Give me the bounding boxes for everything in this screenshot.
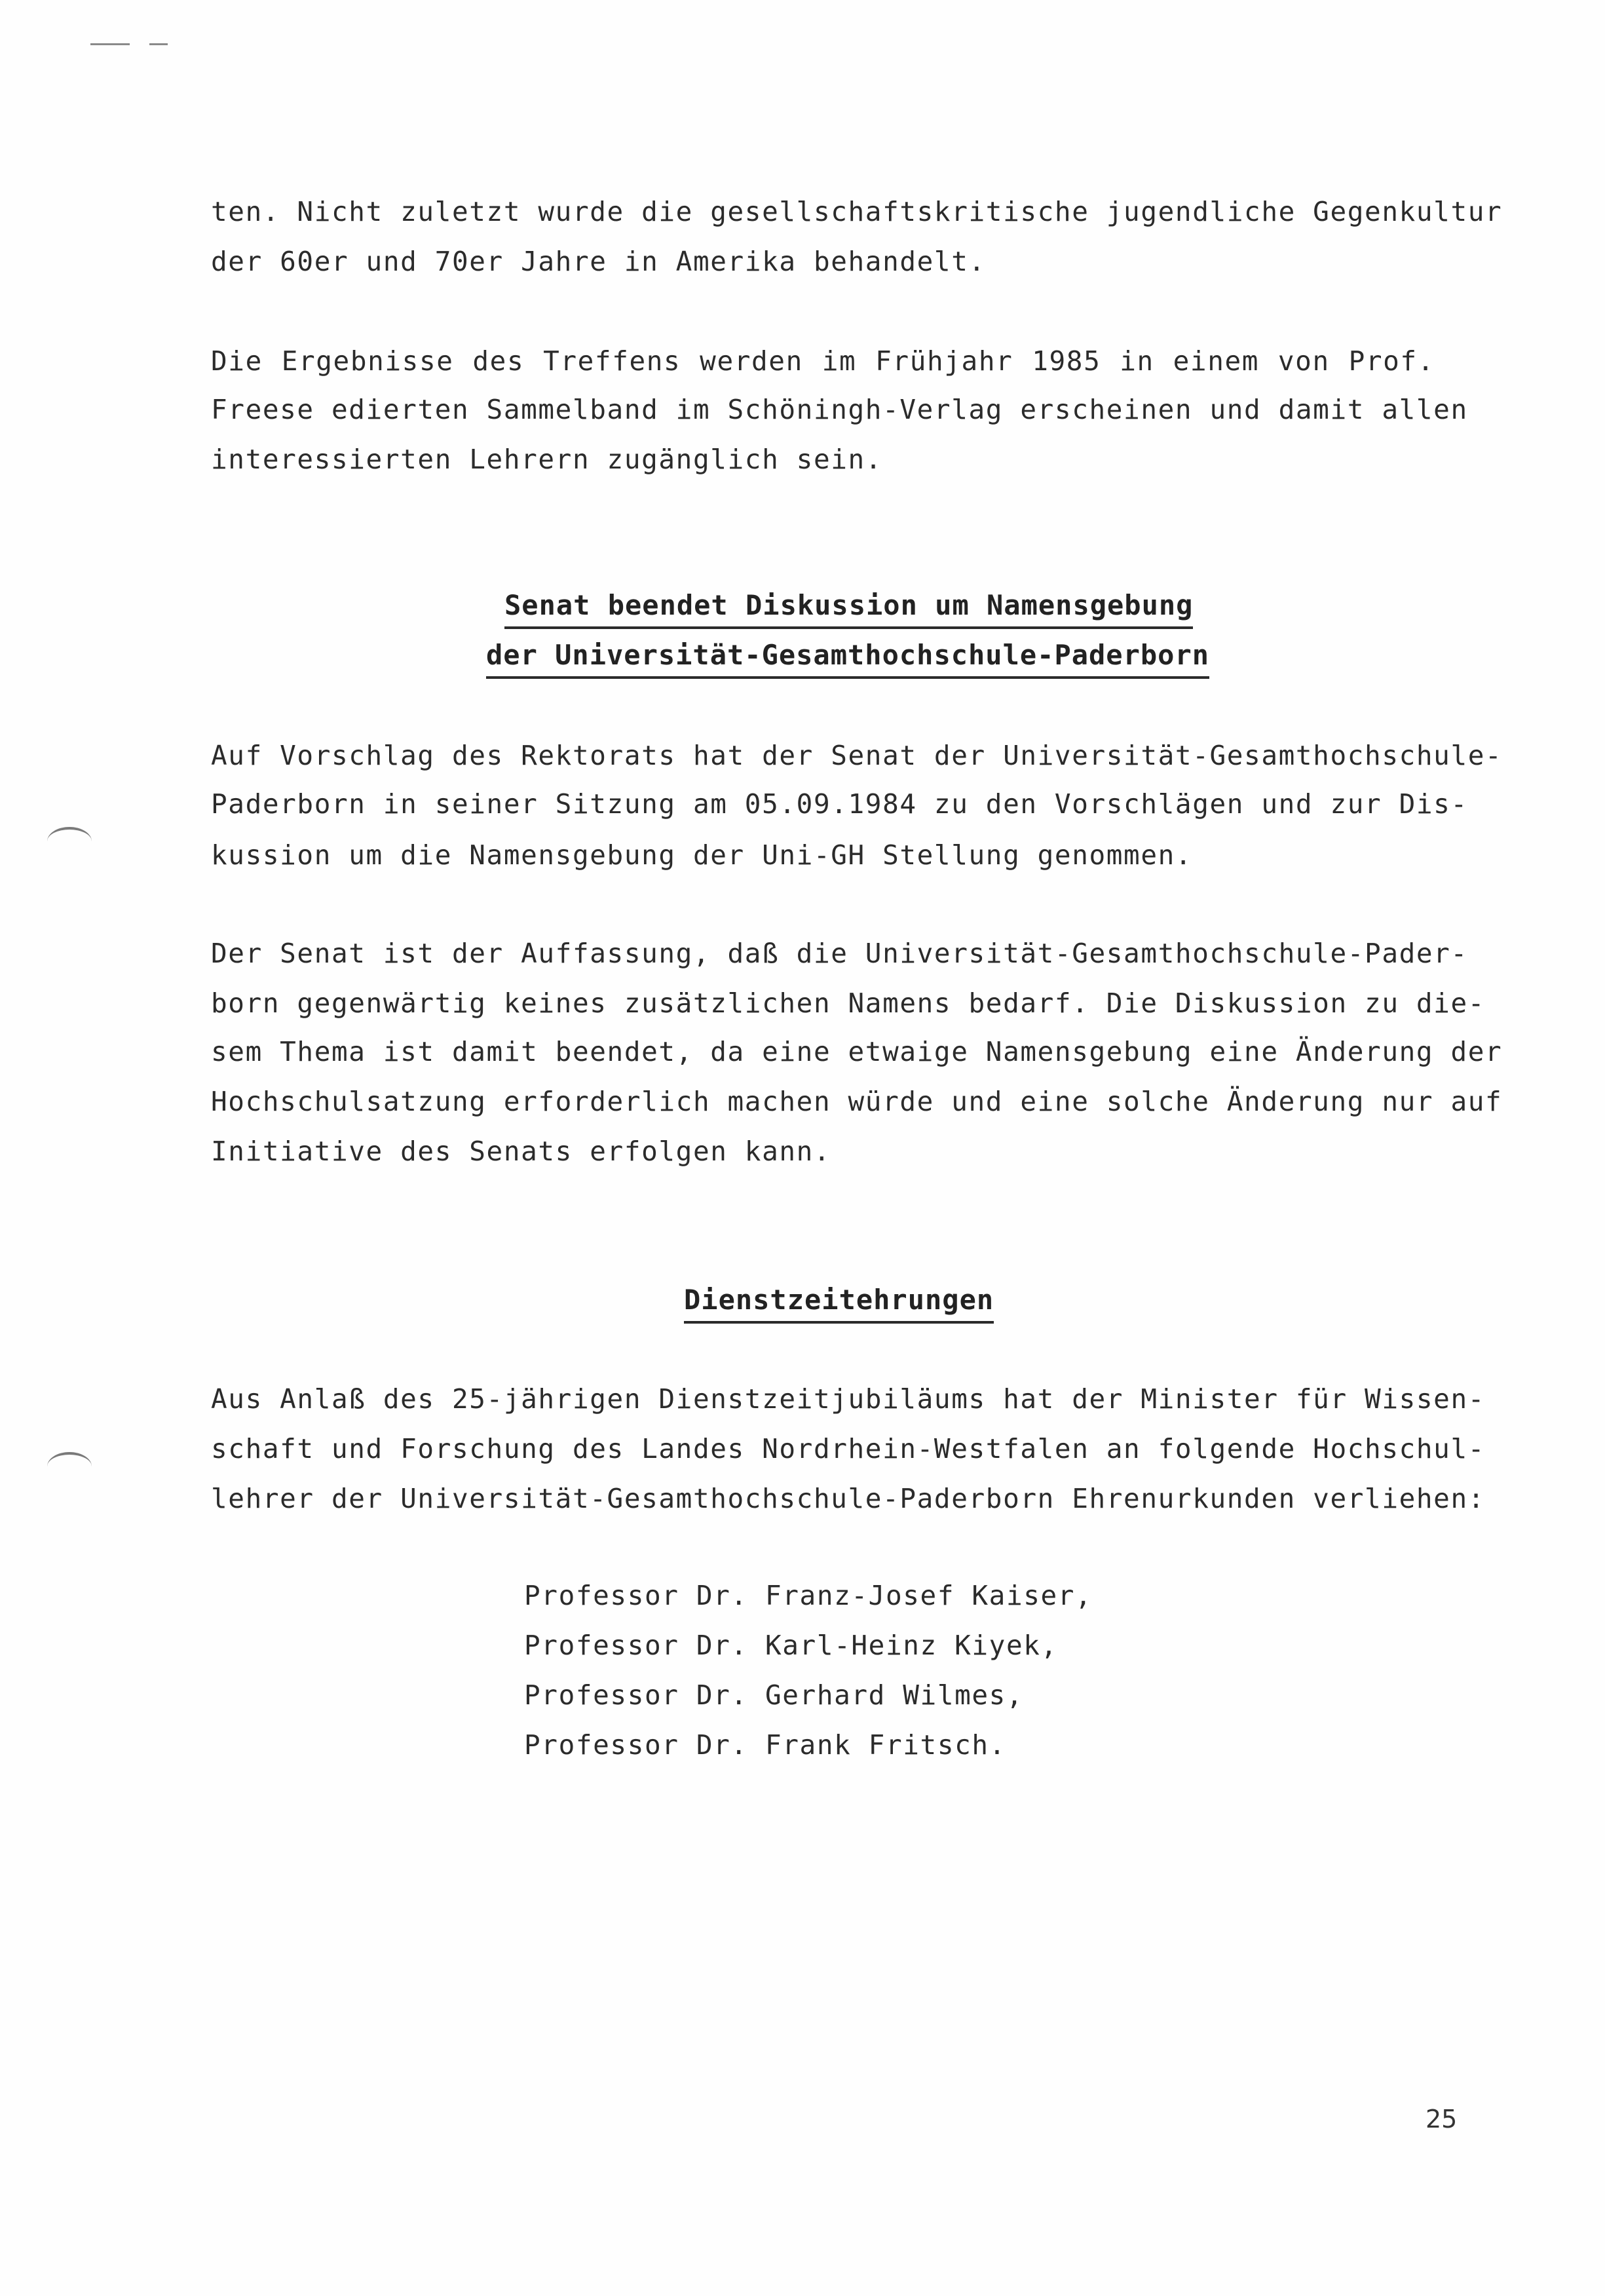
heading-line: Dienstzeitehrungen (684, 1283, 994, 1324)
honoree-item: Professor Dr. Franz-Josef Kaiser, (524, 1580, 1093, 1611)
body-text-line: Freese edierten Sammelband im Schöningh-Verlag erscheinen und damit allen (211, 394, 1468, 425)
body-text-line: Die Ergebnisse des Treffens werden im Frühjahr 1985 in einem von Prof. (211, 345, 1435, 377)
body-text-line: kussion um die Namensgebung der Uni-GH Stellung genommen. (211, 839, 1193, 871)
page-number: 25 (1426, 2105, 1458, 2133)
body-text-line: der 60er und 70er Jahre in Amerika behandelt. (211, 246, 986, 277)
honoree-item: Professor Dr. Frank Fritsch. (524, 1729, 1006, 1761)
body-text-line: Hochschulsatzung erforderlich machen würde und eine solche Änderung nur auf (211, 1086, 1503, 1117)
body-text-line: Aus Anlaß des 25-jährigen Dienstzeitjubiläums hat der Minister für Wissen- (211, 1383, 1486, 1415)
body-text-line: interessierten Lehrern zugänglich sein. (211, 444, 883, 475)
honoree-item: Professor Dr. Gerhard Wilmes, (524, 1679, 1024, 1711)
body-text-line: Initiative des Senats erfolgen kann. (211, 1136, 831, 1167)
body-text-line: born gegenwärtig keines zusätzlichen Namens bedarf. Die Diskussion zu die- (211, 987, 1486, 1019)
punch-hole-mark (47, 1452, 92, 1481)
section-heading-service (684, 1283, 994, 1324)
punch-hole-mark (47, 827, 92, 856)
heading-line: der Universität-Gesamthochschule-Paderborn (486, 638, 1209, 679)
body-text-line: Auf Vorschlag des Rektorats hat der Senat der Universität-Gesamthochschule- (211, 740, 1503, 771)
body-text-line: ten. Nicht zuletzt wurde die gesellschaftskritische jugendliche Gegenkultur (211, 196, 1503, 227)
scan-artifact-mark (90, 43, 130, 45)
section-heading-senate (504, 588, 1193, 629)
body-text-line: lehrer der Universität-Gesamthochschule-Paderborn Ehrenurkunden verliehen: (211, 1483, 1486, 1514)
section-heading-senate (486, 638, 1209, 679)
heading-line: Senat beendet Diskussion um Namensgebung (504, 588, 1193, 629)
body-text-line: sem Thema ist damit beendet, da eine etwaige Namensgebung eine Änderung der (211, 1036, 1503, 1067)
honoree-item: Professor Dr. Karl-Heinz Kiyek, (524, 1630, 1058, 1661)
body-text-line: Der Senat ist der Auffassung, daß die Universität-Gesamthochschule-Pader- (211, 938, 1468, 969)
scan-artifact-mark (149, 43, 168, 45)
body-text-line: Paderborn in seiner Sitzung am 05.09.1984 zu den Vorschlägen und zur Dis- (211, 788, 1468, 820)
body-text-line: schaft und Forschung des Landes Nordrhein-Westfalen an folgende Hochschul- (211, 1433, 1486, 1464)
